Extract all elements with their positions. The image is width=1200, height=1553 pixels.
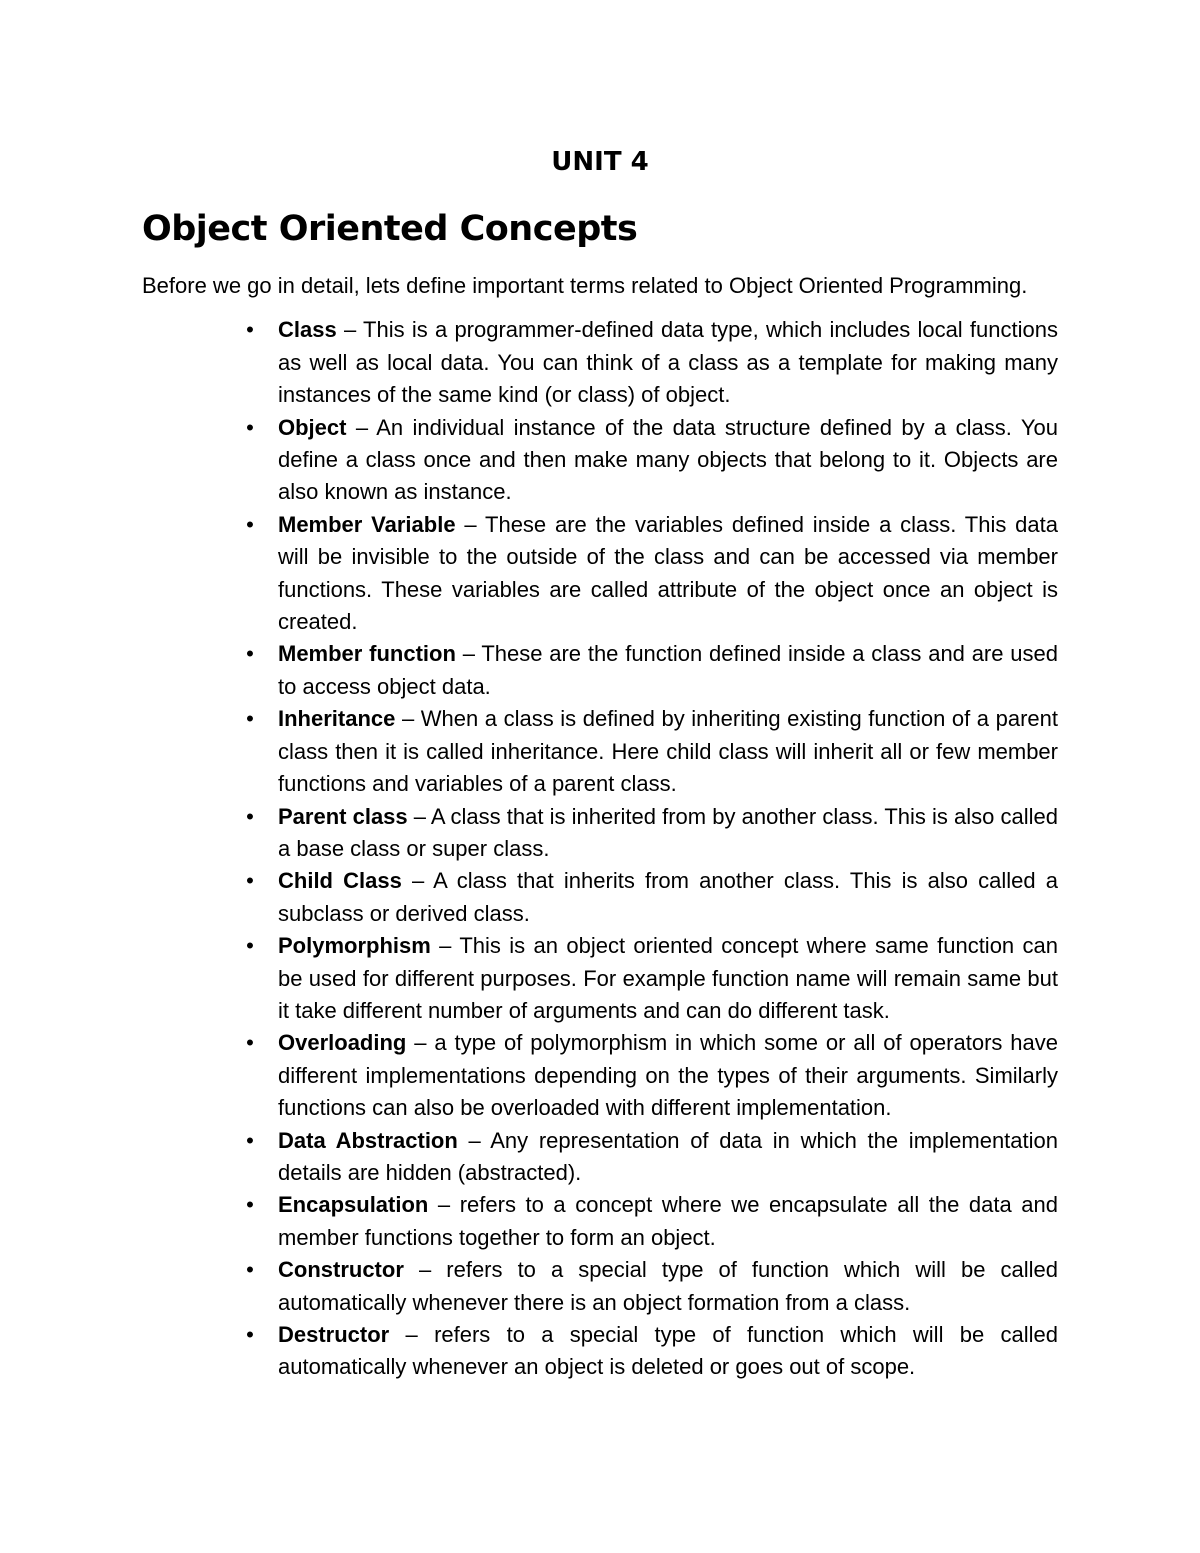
term-name: Member Variable (278, 511, 456, 537)
bullet-icon: • (246, 868, 254, 894)
term-name: Member function (278, 641, 456, 667)
term-item (246, 801, 1058, 866)
term-description: – A class that is inherited from by another class. This is also called a base class or super class. (278, 803, 1058, 861)
term-description: – When a class is defined by inheriting existing function of a parent class then it is called inheritance. Here child class will inherit all or few member functions and variables of a parent class. (278, 706, 1058, 797)
term-item (246, 1254, 1058, 1319)
term-description: – a type of polymorphism in which some or all of operators have different implementations depending on the types of their arguments. Similarly functions can also be overloaded with different implementation. (278, 1030, 1058, 1121)
term-name: Encapsulation (278, 1192, 429, 1218)
term-name: Polymorphism (278, 933, 431, 959)
term-item (246, 703, 1058, 800)
term-description: – refers to a special type of function which will be called automatically whenever there is an object formation from a class. (278, 1257, 1058, 1315)
term-name: Constructor (278, 1257, 404, 1283)
bullet-icon: • (246, 1192, 254, 1218)
term-description: – refers to a special type of function which will be called automatically whenever an object is deleted or goes out of scope. (278, 1322, 1058, 1380)
term-item (246, 509, 1058, 639)
page-title: Object Oriented Concepts (142, 209, 638, 249)
bullet-icon: • (246, 803, 254, 829)
bullet-icon: • (246, 641, 254, 667)
term-item (246, 1319, 1058, 1384)
term-description: – A class that inherits from another class. This is also called a subclass or derived class. (278, 868, 1058, 926)
bullet-icon: • (246, 317, 254, 343)
bullet-icon: • (246, 1030, 254, 1056)
bullet-icon: • (246, 933, 254, 959)
bullet-icon: • (246, 511, 254, 537)
term-description: – This is a programmer-defined data type, which includes local functions as well as local data. You can think of a class as a template for making many instances of the same kind (or class) of object. (278, 317, 1058, 408)
bullet-icon: • (246, 414, 254, 440)
terms-list (142, 314, 1058, 1383)
term-description: – An individual instance of the data structure defined by a class. You define a class once and then make many objects that belong to it. Objects are also known as instance. (278, 414, 1058, 505)
bullet-icon: • (246, 1127, 254, 1153)
term-name: Child Class (278, 868, 402, 894)
term-description: – refers to a concept where we encapsulate all the data and member functions together to form an object. (278, 1192, 1058, 1250)
intro-paragraph: Before we go in detail, lets define important terms related to Object Oriented Programming. (142, 273, 1028, 298)
bullet-icon: • (246, 706, 254, 732)
term-item (246, 1125, 1058, 1190)
term-description: – This is an object oriented concept where same function can be used for different purposes. For example function name will remain same but it take different number of arguments and can do different task. (278, 933, 1058, 1023)
term-name: Parent class (278, 803, 408, 829)
term-name: Destructor (278, 1322, 390, 1347)
term-item (246, 638, 1058, 703)
term-name: Inheritance (278, 706, 396, 732)
term-name: Overloading (278, 1030, 407, 1056)
term-description: – Any representation of data in which the implementation details are hidden (abstracted). (278, 1127, 1058, 1185)
term-name: Data Abstraction (278, 1127, 458, 1153)
term-item (246, 865, 1058, 930)
bullet-icon: • (246, 1257, 254, 1283)
term-description: – These are the function defined inside a class and are used to access object data. (278, 641, 1058, 699)
term-name: Object (278, 414, 347, 440)
term-item (246, 1027, 1058, 1124)
bullet-icon: • (246, 1322, 254, 1347)
term-item (246, 930, 1058, 1027)
term-item (246, 412, 1058, 509)
document-page (142, 140, 1058, 1384)
term-item (246, 314, 1058, 411)
term-item (246, 1189, 1058, 1254)
term-name: Class (278, 317, 337, 343)
unit-heading: UNIT 4 (551, 147, 649, 177)
term-description: – These are the variables defined inside a class. This data will be invisible to the outside of the class and can be accessed via member functions. These variables are called attribute of the object once an object is created. (278, 511, 1058, 635)
